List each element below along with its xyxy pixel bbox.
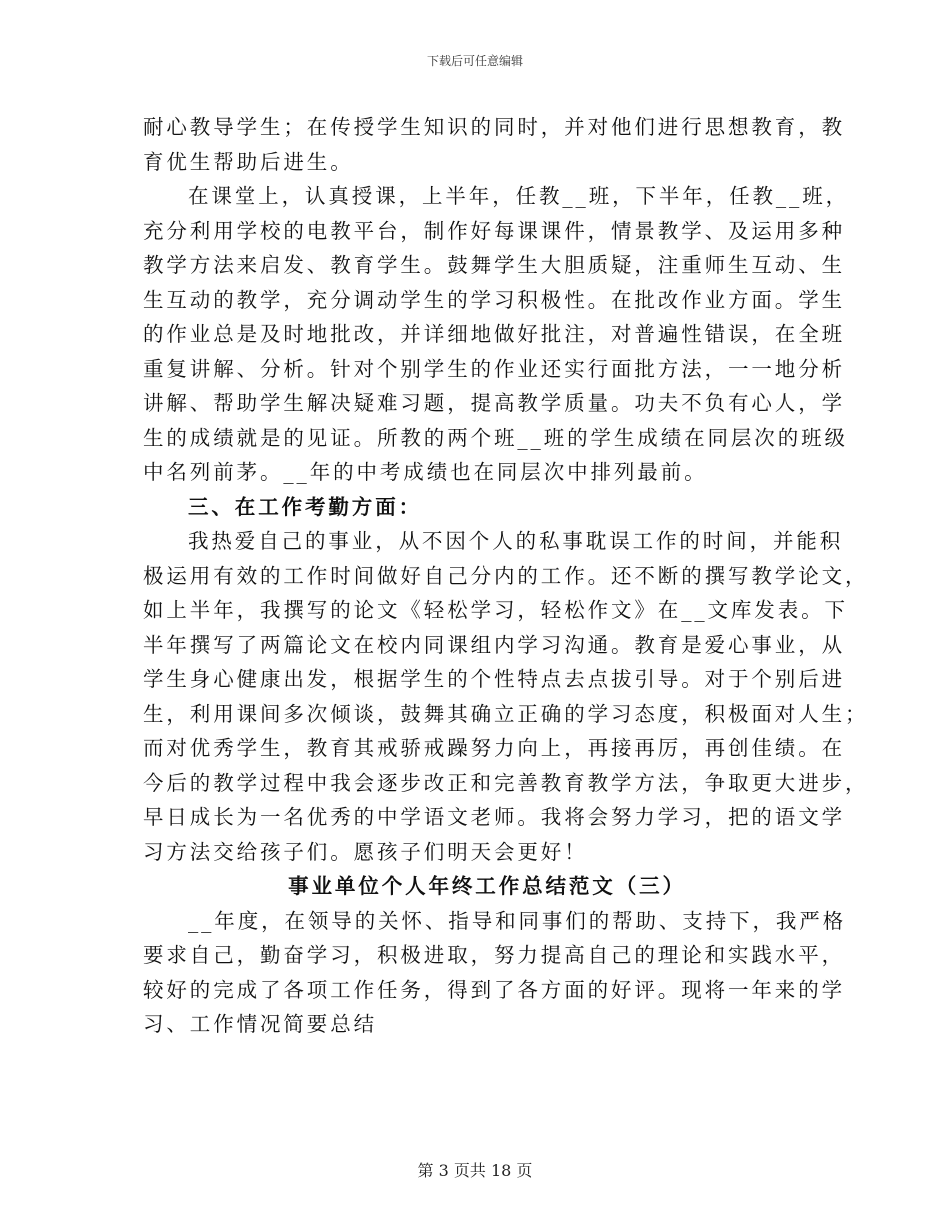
- text-line: 耐心教导学生；在传授学生知识的同时，并对他们进行思想教育，教: [143, 115, 845, 139]
- text-line: 今后的教学过程中我会逐步改正和完善教育教学方法，争取更大进步，: [143, 770, 869, 795]
- text-line: 半年撰写了两篇论文在校内同课组内学习沟通。教育是爱心事业，从: [143, 632, 845, 657]
- text-line: 极运用有效的工作时间做好自己分内的工作。还不断的撰写教学论文，: [143, 563, 869, 588]
- text-line: 我热爱自己的事业，从不因个人的私事耽误工作的时间，并能积: [188, 529, 844, 553]
- text-line: 学生身心健康出发，根据学生的个性特点去点拔引导。对于个别后进: [143, 667, 845, 691]
- text-line: 充分利用学校的电教平台，制作好每课课件，情景教学、及运用多种: [143, 218, 845, 243]
- text-line: 育优生帮助后进生。: [143, 149, 354, 174]
- text-line: 生的成绩就是的见证。所教的两个班__班的学生成绩在同层次的班级: [143, 425, 848, 450]
- text-line: 较好的完成了各项工作任务，得到了各方面的好评。现将一年来的学: [143, 977, 845, 1002]
- text-line: 早日成长为一名优秀的中学语文老师。我将会努力学习，把的语文学: [143, 805, 845, 829]
- page-header: 下载后可任意编辑: [426, 54, 523, 68]
- text-line: 要求自己，勤奋学习，积极进取，努力提高自己的理论和实践水平，: [143, 943, 845, 967]
- page-footer: 第 3 页共 18 页: [417, 1161, 533, 1180]
- text-line: 在课堂上，认真授课，上半年，任教__班，下半年，任教__班，: [188, 184, 849, 208]
- text-line: 重复讲解、分析。针对个别学生的作业还实行面批方法，一一地分析: [143, 356, 845, 381]
- text-line: 习、工作情况简要总结: [143, 1012, 377, 1036]
- text-line: 如上半年，我撰写的论文《轻松学习，轻松作文》在__文库发表。下: [143, 598, 848, 622]
- text-line: 教学方法来启发、教育学生。鼓舞学生大胆质疑，注重师生互动、生: [143, 253, 845, 277]
- text-line: 的作业总是及时地批改，并详细地做好批注，对普遍性错误，在全班: [143, 322, 845, 346]
- text-line: 讲解、帮助学生解决疑难习题，提高教学质量。功夫不负有心人，学: [143, 391, 845, 415]
- text-line: 生互动的教学，充分调动学生的学习积极性。在批改作业方面。学生: [143, 287, 845, 312]
- text-line: __年度，在领导的关怀、指导和同事们的帮助、支持下，我严格: [188, 908, 847, 933]
- section-heading: 三、在工作考勤方面：: [188, 494, 422, 519]
- text-line: 生，利用课间多次倾谈，鼓舞其确立正确的学习态度，积极面对人生；: [143, 701, 869, 726]
- text-line: 习方法交给孩子们。愿孩子们明天会更好！: [143, 839, 588, 864]
- text-line: 中名列前茅。__年的中考成绩也在同层次中排列最前。: [143, 460, 708, 484]
- article-title: 事业单位个人年终工作总结范文（三）: [288, 874, 686, 898]
- document-body: [143, 110, 869, 1042]
- text-line: 而对优秀学生，教育其戒骄戒躁努力向上，再接再厉，再创佳绩。在: [143, 736, 845, 760]
